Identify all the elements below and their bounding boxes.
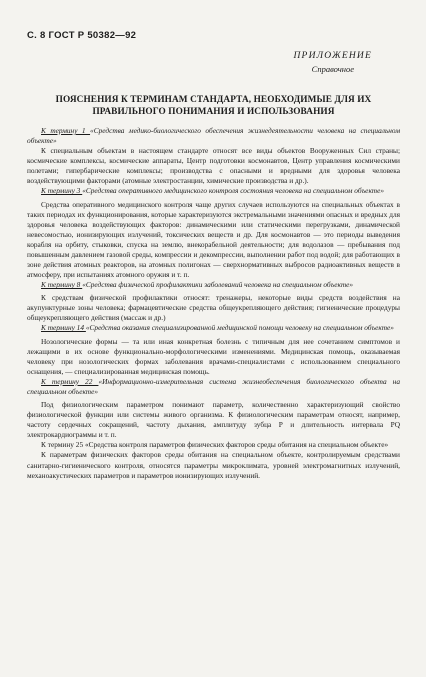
term-text: «Средства физической профилактики заболеваний человека на специальном объекте» — [82, 280, 354, 290]
term-lead: К термину 22 — [41, 376, 99, 386]
section-title: ПОЯСНЕНИЯ К ТЕРМИНАМ СТАНДАРТА, НЕОБХОДИМЫЕ ДЛЯ ИХ ПРАВИЛЬНОГО ПОНИМАНИЯ И ИСПОЛЬЗОВАНИЯ — [55, 95, 372, 117]
term-heading — [27, 126, 400, 146]
page-header: С. 8 ГОСТ Р 50382—92 — [27, 30, 137, 41]
explanation-paragraph: Средства оперативного медицинского контроля чаще других случаев используются на специальных объектах в таких периодах их функционирования, которые характеризуются экстремальными значениями опасных и вредных для здоровья человека воздействующих факторов: динамическими или статическими перегрузками, динамической невесомостью, ионизирующих излучений, токсических веществ и др. Для космонавтов — это периоды выведения корабля на орбиту, стыковки, спуска на землю, внекорабельной деятельности; для водолазов — пребывания под повышенным давлением газовой среды, компрессии и декомпрессии, выполнении работ под водой; для работающих в зоне действия атомных реакторов, на атомных полигонах — сверхнормативных выбросов радиоактивных веществ в атмосферу, при испытаниях атомного оружия и т. п. — [27, 199, 400, 280]
term-heading — [27, 280, 400, 290]
explanation-paragraph: К параметрам физических факторов среды обитания на специальном объекте, контролируемым средствами санитарно-гигиенического контроля, относятся параметры микроклимата, уровней электромагнитных излучений, механоакустических параметров и параметров ионизирующих излучений. — [27, 450, 400, 480]
explanation-paragraph: Нозологические формы — та или иная конкретная болезнь с типичным для нее сочетанием симптомов и лежащими в их основе функционально-морфологическими изменениями. Медицинская помощь, оказываемая человеку при нозологических формах заболевания врачами-специалистами с использованием специального оснащения, — специализированная медицинская помощь. — [27, 336, 400, 376]
term-text: «Информационно-измерительная система жизнеобеспечения биологического объекта на специальном объекте» — [27, 376, 401, 396]
term-lead: К термину 8 — [41, 280, 83, 290]
term-heading — [27, 186, 400, 196]
term-heading — [27, 323, 400, 333]
appendix-label: ПРИЛОЖЕНИЕ — [293, 51, 372, 61]
term-text: «Средства оперативного медицинского контроля состояния человека на специальном объекте» — [82, 186, 385, 196]
term-text: «Средства оказания специализированной медицинской помощи человеку на специальном объекте» — [85, 323, 394, 333]
explanation-paragraph: К специальным объектам в настоящем стандарте относят все виды объектов Вооруженных Сил страны; космические комплексы, космические аппараты, Центр подготовки космонавтов, Центр управления космическими полетами; гипербарические комплексы; производства с опасными и вредными для здоровья человека воздействующими факторами (атомные электростанции, химические производства и др.). — [27, 146, 400, 186]
document-body — [27, 126, 400, 481]
term-lead: К термину 1 — [41, 126, 91, 135]
explanation-paragraph: Под физиологическим параметром понимают параметр, количественно характеризующий свойство физиологической функции или системы живого организма. К физиологическим параметрам относят, например, частоту сердечных сокращений, частоту дыхания, амплитуду зубца Р и длительность интервала PQ электрокардиограммы и т. п. — [27, 400, 400, 440]
term-text: «Средства медико-биологического обеспечения жизнедеятельности человека на специальном объекте» — [27, 126, 401, 146]
term-heading — [27, 377, 400, 397]
term-heading: К термину 25 «Средства контроля параметров физических факторов среды обитания на специальном объекте» — [41, 440, 389, 450]
appendix-type: Справочное — [311, 64, 354, 74]
term-lead: К термину 14 — [41, 323, 86, 333]
explanation-paragraph: К средствам физической профилактики относят: тренажеры, некоторые виды средств воздействия на акупунктурные зоны человека; фармацевтические средства общеукрепляющего действия; гигиенические процедуры общеукрепляющего действия (массаж и др.) — [27, 293, 400, 323]
term-lead: К термину 3 — [41, 186, 83, 196]
